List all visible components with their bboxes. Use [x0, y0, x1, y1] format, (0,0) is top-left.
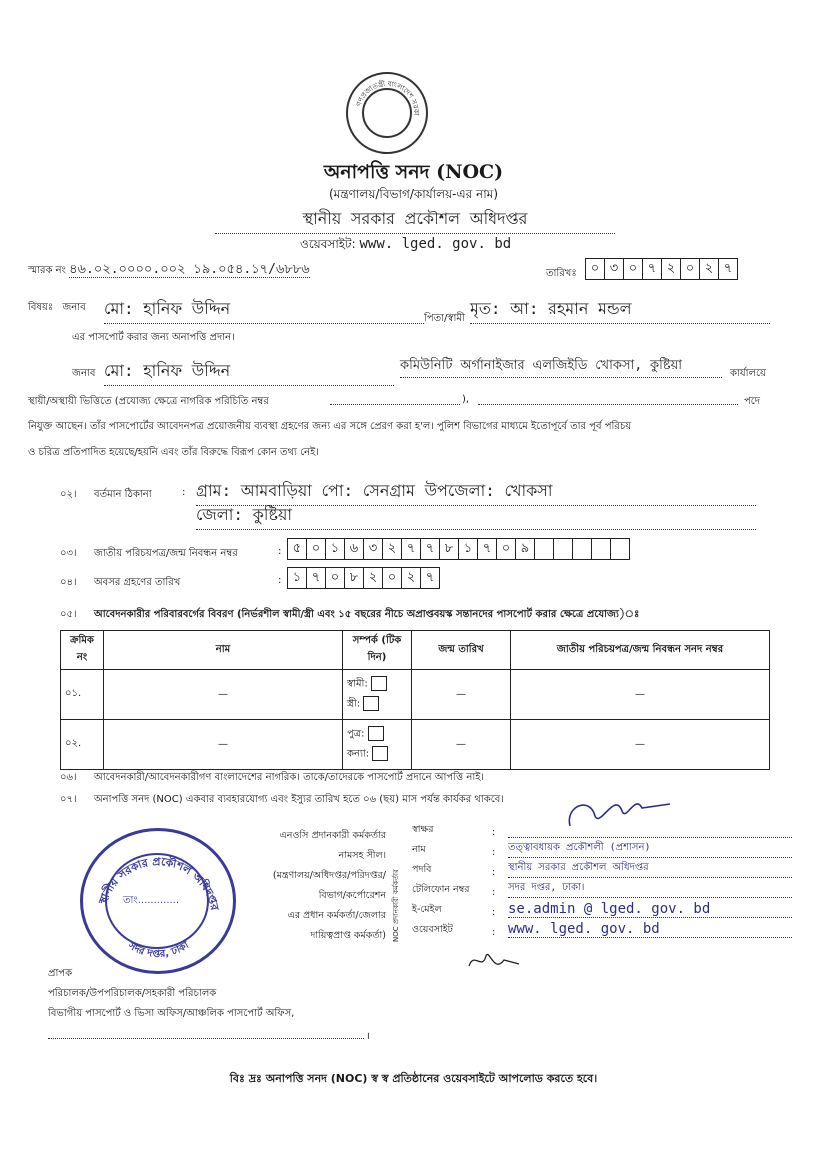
address-line2: জেলা: কুষ্টিয়া	[196, 502, 756, 530]
digit-box: ০	[306, 538, 326, 560]
col-dob: জন্ম তারিখ	[412, 631, 511, 670]
applicant-name: মো: হানিফ উদ্দিন	[104, 296, 424, 324]
item05-number: ০৫।	[60, 609, 77, 620]
seal-ring	[348, 74, 426, 152]
issuer-description-line: (মন্ত্রণালয়/অধিদপ্তর/পরিদপ্তর/	[272, 870, 386, 881]
digit-box: ২	[661, 258, 681, 280]
page-title: অনাপত্তি সনদ (NOC)	[323, 161, 504, 183]
item02-number: ০২।	[60, 489, 77, 500]
digit-box: ৩	[604, 258, 624, 280]
item04-number: ০৪।	[60, 577, 77, 588]
body-line4: ও চরিত্র প্রতিপাদিত হয়েছে/হয়নি এবং তাঁর বিরুদ্ধে বিরূপ কোন তথ্য নেই।	[28, 447, 319, 458]
row-relation	[343, 670, 412, 720]
digit-box: ৯	[515, 538, 535, 560]
relation-checkbox[interactable]	[371, 676, 387, 691]
digit-box: ০	[325, 567, 345, 589]
office-stamp	[80, 828, 236, 974]
digit-box	[610, 538, 630, 560]
item04-colon: :	[278, 575, 282, 586]
issuer-field-value: সদর দপ্তর, ঢাকা।	[508, 880, 792, 898]
subject-purpose: এর পাসপোর্ট করার জন্য অনাপত্তি প্রদান।	[72, 332, 235, 343]
issuer-field-colon: :	[492, 827, 496, 838]
issuer-description-line: বিভাগ/কর্পোরেশন	[318, 890, 386, 901]
nid-boxes	[288, 538, 630, 560]
col-serial: ক্রমিক নং	[61, 631, 104, 670]
address-line1: গ্রাম: আমবাড়িয়া পো: সেনগ্রাম উপজেলা: খোকসা	[196, 478, 756, 506]
relation-option-label: কন্যা:	[347, 748, 370, 760]
digit-box: ৬	[344, 538, 364, 560]
digit-box: ২	[699, 258, 719, 280]
government-seal	[346, 72, 428, 154]
issuer-field-label: টেলিফোন নম্বর	[412, 884, 470, 895]
digit-box: ৭	[477, 538, 497, 560]
issuer-field-row	[412, 858, 792, 878]
issuer-field-colon: :	[492, 867, 496, 878]
body-line3: নিযুক্ত আছেন। তাঁর পাসপোর্টের আবেদনপত্র প্রয়োজনীয় ব্যবস্থা গ্রহণের জন্য এর সঙ্গে প্রেরণ করা হ'ল। পুলিশ বিভাগের মাধ্যমে ইতোপূর্বে তার পূর্ব পরিচয়	[28, 421, 632, 432]
website-value: www. lged. gov. bd	[359, 236, 512, 252]
digit-box: ০	[680, 258, 700, 280]
issuer-field-label: পদবি	[412, 864, 432, 875]
svg-text:গণপ্রজাতন্ত্রী বাংলাদেশ সরকার	[348, 74, 420, 117]
recipient-blank	[48, 1038, 364, 1039]
relation-option-label: স্বামী:	[347, 678, 368, 689]
page-subtitle: (মন্ত্রণালয়/বিভাগ/কার্যালয়-এর নাম)	[328, 187, 499, 201]
item03-label: জাতীয় পরিচয়পত্র/জন্ম নিবন্ধন নম্বর	[94, 548, 238, 559]
row-serial: ০২.	[61, 720, 104, 770]
initial-mark	[464, 946, 524, 976]
digit-box	[534, 538, 554, 560]
website-label: ওয়েবসাইট:	[300, 237, 356, 251]
family-table-header	[61, 631, 770, 670]
body-line2-left: স্থায়ী/অস্থায়ী ভিত্তিতে (প্রযোজ্য ক্ষেত্রে নাগরিক পরিচিতি নম্বর	[28, 396, 269, 407]
item04-label: অবসর গ্রহণের তারিখ	[94, 577, 181, 588]
issuer-field-label: ই-মেইল	[412, 904, 442, 915]
seal-text: গণপ্রজাতন্ত্রী বাংলাদেশ সরকা	[354, 79, 421, 116]
digit-box: ৮	[344, 567, 364, 589]
row-nid: —	[511, 670, 770, 720]
note06-number: ০৬।	[60, 772, 77, 783]
note06-text: আবেদনকারী/আবেদনকারীগণ বাংলাদেশের নাগরিক। তাকে/তাদেরকে পাসপোর্ট প্রদানে আপত্তি নাই।	[94, 772, 485, 783]
post-blank	[478, 404, 738, 405]
designation-office: কমিউনিটি অর্গানাইজার এলজিইডি খোকসা, কুষ্টিয়া	[400, 356, 722, 378]
body-name: মো: হানিফ উদ্দিন	[104, 358, 394, 386]
note07-number: ০৭।	[60, 794, 77, 805]
relation-checkbox[interactable]	[372, 746, 388, 761]
issuer-description-line: এনওসি প্রদানকারী কর্মকর্তার	[279, 830, 386, 841]
digit-box: ৭	[642, 258, 662, 280]
item02-label: বর্তমান ঠিকানা	[94, 489, 152, 500]
digit-box: ৭	[306, 567, 326, 589]
father-label: পিতা/স্বামী	[424, 313, 465, 324]
issuer-description-line: দায়িত্বপ্রাপ্ত কর্মকর্তা)	[310, 930, 386, 941]
issuer-field-colon: :	[492, 907, 496, 918]
digit-box: ৭	[420, 538, 440, 560]
table-row	[61, 720, 770, 770]
office-name: স্থানীয় সরকার প্রকৌশল অধিদপ্তর	[215, 206, 615, 234]
issuer-fields	[412, 818, 792, 938]
issuer-field-row	[412, 898, 792, 918]
col-relation: সম্পর্ক (টিক দিন)	[343, 631, 412, 670]
digit-box: ০	[585, 258, 605, 280]
issuer-field-row	[412, 838, 792, 858]
issuer-field-colon: :	[492, 847, 496, 858]
recipient-line1: পরিচালক/উপপরিচালক/সহকারী পরিচালক	[48, 988, 217, 999]
item02-colon: :	[182, 487, 186, 498]
digit-box: ৭	[420, 567, 440, 589]
digit-box: ৭	[401, 538, 421, 560]
memo-row	[28, 260, 310, 281]
issuer-field-colon: :	[492, 887, 496, 898]
row-name: —	[104, 720, 343, 770]
issuer-field-value	[508, 837, 792, 838]
footer-note: বিঃ দ্রঃ অনাপত্তি সনদ (NOC) স্ব স্ব প্রতিষ্ঠানের ওয়েবসাইটে আপলোড করতে হবে।	[229, 1072, 598, 1085]
vertical-label: NOC প্রদানকারী কর্মকর্তার	[392, 869, 400, 942]
relation-option-label: পুত্র:	[347, 728, 365, 739]
row-name: —	[104, 670, 343, 720]
digit-box: ২	[363, 567, 383, 589]
relation-checkbox[interactable]	[363, 696, 379, 711]
row-dob: —	[412, 670, 511, 720]
svg-text:সদর দপ্তর, ঢাকা	[125, 939, 192, 960]
issuer-description-line: এর প্রধান কর্মকর্তা/জেলার	[287, 910, 386, 921]
digit-box	[553, 538, 573, 560]
issuer-field-label: ওয়েবসাইট	[412, 924, 453, 935]
digit-box: ২	[382, 538, 402, 560]
issuer-field-row	[412, 918, 792, 938]
issuer-field-value: se.admin @ lged. gov. bd	[508, 901, 792, 918]
office-suffix: কার্যালয়ে	[730, 368, 766, 379]
digit-box: ১	[458, 538, 478, 560]
issuer-description-line: নামসহ সীল।	[338, 850, 386, 861]
nid-blank	[330, 404, 460, 405]
digit-box: ১	[287, 567, 307, 589]
issuer-field-value: তত্ত্বাবধায়ক প্রকৌশলী (প্রশাসন)	[508, 840, 792, 858]
issuer-field-label: নাম	[412, 844, 426, 855]
issuer-field-value: www. lged. gov. bd	[508, 921, 792, 938]
digit-box: ৭	[718, 258, 738, 280]
family-table	[60, 630, 770, 770]
subject-label: বিষয়ঃ	[28, 302, 54, 313]
digit-box: ৫	[287, 538, 307, 560]
row-nid: —	[511, 720, 770, 770]
memo-value: ৪৬.০২.০০০০.০০২ ১৯.০৫৪.১৭/৬৮৮৬	[69, 262, 310, 277]
body-close-paren: ),	[462, 394, 470, 405]
item03-number: ০৩।	[60, 548, 77, 559]
father-name: মৃত: আ: রহমান মন্ডল	[470, 296, 770, 324]
recipient-label: প্রাপক	[48, 968, 73, 979]
date-label: তারিখঃ	[546, 268, 577, 279]
row-dob: —	[412, 720, 511, 770]
website-row	[300, 236, 511, 256]
stamp-bottom-text: সদর দপ্তর, ঢাকা	[126, 939, 191, 961]
item05-label: আবেদনকারীর পরিবারবর্গের বিবরণ (নির্ভরশীল স্বামী/স্ত্রী এবং ১৫ বছরের নীচে অপ্রাপ্তবয়স্ক সন্তানদের পাসপোর্ট করার ক্ষেত্রে প্রযোজ্য)ঃ	[94, 609, 640, 620]
digit-box: ০	[382, 567, 402, 589]
signature-mark	[560, 786, 680, 836]
memo-label: স্মারক নং	[28, 265, 66, 276]
digit-box: ৩	[363, 538, 383, 560]
item03-colon: :	[278, 546, 282, 557]
col-name: নাম	[104, 631, 343, 670]
digit-box: ৮	[439, 538, 459, 560]
issuer-description	[236, 826, 386, 946]
subject-row	[28, 300, 86, 317]
note07-text: অনাপত্তি সনদ (NOC) একবার ব্যবহারযোগ্য এবং ইস্যুর তারিখ হতে ০৬ (ছয়) মাস পর্যন্ত কার্যকর থাকবে।	[94, 794, 504, 805]
retirement-date-boxes	[288, 567, 440, 589]
digit-box: ২	[401, 567, 421, 589]
digit-box	[591, 538, 611, 560]
relation-option-label: স্ত্রী:	[347, 698, 361, 710]
issuer-field-row	[412, 878, 792, 898]
recipient-line2: বিভাগীয় পাসপোর্ট ও ভিসা অফিস/আঞ্চলিক পাসপোর্ট অফিস,	[48, 1008, 295, 1019]
digit-box	[572, 538, 592, 560]
stamp-outer-text: স্থানীয় সরকার প্রকৌশল অধিদপ্তর	[96, 855, 222, 912]
table-row	[61, 670, 770, 720]
col-nid: জাতীয় পরিচয়পত্র/জন্ম নিবন্ধন সনদ নম্বর	[511, 631, 770, 670]
date-boxes	[586, 258, 738, 280]
stamp-date-text: তাং.............	[123, 895, 180, 906]
row-relation	[343, 720, 412, 770]
digit-box: ১	[325, 538, 345, 560]
digit-box: ০	[496, 538, 516, 560]
recipient-end: ।	[366, 1031, 370, 1042]
digit-box: ০	[623, 258, 643, 280]
body-janab: জনাব	[72, 368, 96, 379]
row-serial: ০১.	[61, 670, 104, 720]
issuer-field-label: স্বাক্ষর	[412, 824, 434, 835]
issuer-field-value: স্থানীয় সরকার প্রকৌশল অধিদপ্তর	[508, 860, 792, 878]
janab-label: জনাব	[62, 302, 86, 313]
issuer-field-colon: :	[492, 927, 496, 938]
relation-checkbox[interactable]	[368, 726, 384, 741]
body-line2-right: পদে	[744, 396, 761, 407]
